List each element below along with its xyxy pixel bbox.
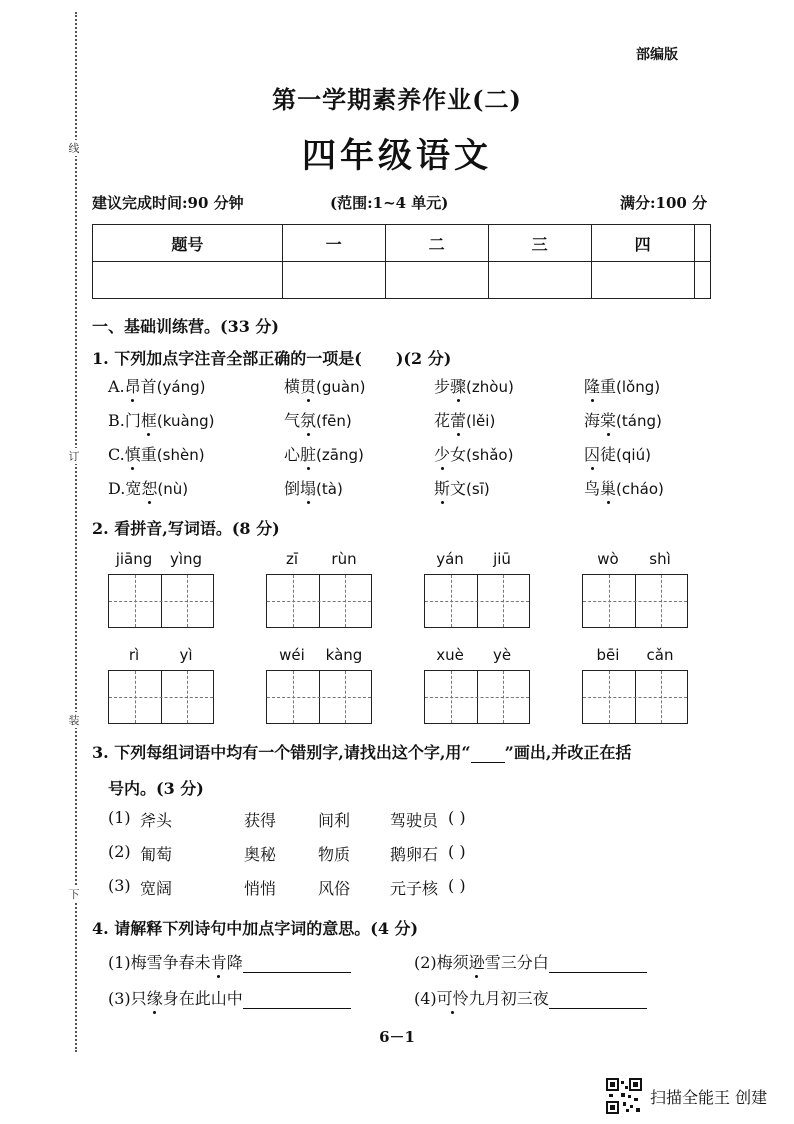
question-3-stem xyxy=(92,740,732,763)
qr-code-icon xyxy=(606,1078,642,1114)
word-post: 重 xyxy=(600,377,617,396)
option-item xyxy=(284,408,352,431)
word-pre: 横 xyxy=(284,377,301,396)
word-pre: 海 xyxy=(584,411,601,430)
row-number: (2) xyxy=(108,842,131,861)
word-pre: 心 xyxy=(284,445,301,464)
word[interactable]: 驾驶员 xyxy=(390,811,439,830)
pinyin-word-grid xyxy=(424,646,532,724)
pinyin: (nù) xyxy=(157,480,189,498)
dotted-word: 缘 xyxy=(147,986,163,1009)
question-1-stem xyxy=(92,346,451,369)
poem-line-item xyxy=(414,986,647,1009)
pinyin: (qiú) xyxy=(616,446,651,464)
option-item xyxy=(284,442,364,465)
writing-box[interactable] xyxy=(108,670,214,724)
error-word-row xyxy=(108,808,548,834)
option-row xyxy=(108,442,708,468)
pinyin: (kuàng) xyxy=(156,412,215,430)
pinyin: (tà) xyxy=(316,480,343,498)
error-word-row xyxy=(108,876,548,902)
answer-paren[interactable]: ( ) xyxy=(448,876,466,895)
word-post: 徒 xyxy=(600,445,617,464)
pinyin-word-grid xyxy=(266,550,374,628)
dotted-char: 囚 xyxy=(584,442,600,465)
underline-sample xyxy=(471,762,505,763)
option-label[interactable]: A. xyxy=(108,377,125,396)
poem-post: 雪三分白 xyxy=(484,953,549,972)
poem-post: 降 xyxy=(226,953,243,972)
answer-paren[interactable]: ( ) xyxy=(448,842,466,861)
pinyin-syllable: wò xyxy=(597,550,619,568)
item-number: (2) xyxy=(414,953,437,972)
row-number: (3) xyxy=(108,876,131,895)
dotted-char: 贯 xyxy=(300,374,316,397)
binding-char: 下 xyxy=(68,888,80,901)
option-item xyxy=(584,408,662,431)
word[interactable]: 间利 xyxy=(318,811,351,830)
score-cell[interactable] xyxy=(591,262,694,299)
score-header: 三 xyxy=(488,225,591,262)
word-post: 重 xyxy=(140,445,157,464)
option-item xyxy=(434,476,490,499)
question-4-stem: 4. 请解释下列诗句中加点字词的意思。(4 分) xyxy=(92,919,419,938)
poem-line-item xyxy=(414,950,647,973)
pinyin-syllable: xuè xyxy=(436,646,464,664)
word-post: 女 xyxy=(450,445,467,464)
pinyin-syllable: rì xyxy=(128,646,140,664)
pinyin-syllable: rùn xyxy=(331,550,357,568)
pinyin: (táng) xyxy=(616,412,662,430)
word[interactable]: 风俗 xyxy=(318,879,351,898)
pinyin-syllable: jiū xyxy=(493,550,511,568)
pinyin-syllable: shì xyxy=(649,550,671,568)
word-pre: 宽 xyxy=(125,479,142,498)
poem-pre: 只 xyxy=(130,989,147,1008)
section-title: 一、基础训练营。(33 分) xyxy=(92,317,279,336)
option-item xyxy=(108,374,205,397)
poem-post: 身在此山中 xyxy=(162,989,243,1008)
word-pre: 气 xyxy=(284,411,301,430)
pinyin-word-grid xyxy=(582,646,690,724)
item-number: (4) xyxy=(414,989,437,1008)
score-header: 二 xyxy=(385,225,488,262)
option-item xyxy=(584,442,651,465)
scanner-watermark: 扫描全能王 创建 xyxy=(650,1088,768,1107)
score-cell[interactable] xyxy=(694,262,710,299)
dotted-char: 塌 xyxy=(300,476,316,499)
dotted-word: 可怜 xyxy=(437,986,469,1009)
option-row xyxy=(108,476,708,502)
word[interactable]: 匍萄 xyxy=(140,845,173,864)
grid-guide xyxy=(267,697,371,698)
pinyin-syllable: yìng xyxy=(169,550,203,568)
word-pre: 花 xyxy=(434,411,451,430)
grid-guide xyxy=(425,601,529,602)
grid-guide xyxy=(267,601,371,602)
word[interactable]: 物质 xyxy=(318,845,351,864)
pinyin-syllable: jiāng xyxy=(115,550,153,568)
writing-box[interactable] xyxy=(108,574,214,628)
writing-box[interactable] xyxy=(424,574,530,628)
pinyin: (yáng) xyxy=(156,378,206,396)
q3-stem-b: ”画出,并改正在括 xyxy=(504,743,632,762)
pinyin-word-grid xyxy=(582,550,690,628)
option-item xyxy=(108,442,205,465)
question-3-stem-cont: 号内。(3 分) xyxy=(108,779,204,798)
pinyin-syllable: cǎn xyxy=(646,646,674,664)
row-number: (1) xyxy=(108,808,131,827)
option-item xyxy=(108,476,188,499)
edition-label: 部编版 xyxy=(636,47,678,63)
score-cell[interactable] xyxy=(282,262,385,299)
option-item xyxy=(584,476,664,499)
pinyin-syllable: wéi xyxy=(279,646,305,664)
word-pre: 步 xyxy=(434,377,451,396)
score-header: 题号 xyxy=(93,225,283,262)
error-word-row xyxy=(108,842,548,868)
range-info: (范围:1~4 单元) xyxy=(330,194,449,212)
option-item xyxy=(434,442,513,465)
option-row xyxy=(108,374,708,400)
word-pre: 倒 xyxy=(284,479,301,498)
writing-box[interactable] xyxy=(582,574,688,628)
pinyin-syllable: bēi xyxy=(596,646,620,664)
binding-char: 装 xyxy=(68,714,80,727)
pinyin-syllable: yè xyxy=(492,646,512,664)
dotted-char: 棠 xyxy=(600,408,616,431)
pinyin-word-grid xyxy=(108,646,216,724)
dotted-word: 逊 xyxy=(469,950,485,973)
word-pre: 门 xyxy=(124,411,141,430)
poem-line-item xyxy=(108,950,351,973)
score-table xyxy=(92,224,711,299)
dotted-char: 骤 xyxy=(450,374,466,397)
poem-pre: 梅须 xyxy=(436,953,469,972)
q3-stem-a: 3. 下列每组词语中均有一个错别字,请找出这个字,用“ xyxy=(92,743,471,762)
writing-box[interactable] xyxy=(266,574,372,628)
page-title: 第一学期素养作业(二) xyxy=(272,85,522,114)
binding-char: 线 xyxy=(68,142,80,155)
score-cell[interactable] xyxy=(93,262,283,299)
word-post: 文 xyxy=(450,479,467,498)
pinyin-word-grid xyxy=(108,550,216,628)
pinyin: (fēn) xyxy=(316,412,352,430)
option-item xyxy=(108,408,215,431)
dotted-char: 脏 xyxy=(300,442,316,465)
pinyin: (zhòu) xyxy=(466,378,514,396)
pinyin: (lǒng) xyxy=(616,378,661,396)
binding-char: 订 xyxy=(68,450,80,463)
poem-post: 九月初三夜 xyxy=(468,989,549,1008)
dotted-char: 巢 xyxy=(600,476,616,499)
answer-paren[interactable]: ( ) xyxy=(448,808,466,827)
grid-guide xyxy=(109,601,213,602)
poem-line-item xyxy=(108,986,351,1009)
option-item xyxy=(434,408,495,431)
score-cell[interactable] xyxy=(385,262,488,299)
dotted-char: 蕾 xyxy=(450,408,466,431)
score-header xyxy=(694,225,710,262)
writing-box[interactable] xyxy=(424,670,530,724)
grid-guide xyxy=(109,697,213,698)
subject-title: 四年级语文 xyxy=(302,136,492,176)
word[interactable]: 奥秘 xyxy=(244,845,277,864)
score-header: 四 xyxy=(591,225,694,262)
dotted-char: 隆 xyxy=(584,374,600,397)
pinyin-word-grid xyxy=(266,646,374,724)
dotted-char: 少 xyxy=(434,442,450,465)
dotted-char: 恕 xyxy=(141,476,157,499)
word[interactable]: 获得 xyxy=(244,811,277,830)
word-post: 首 xyxy=(140,377,157,396)
option-item xyxy=(284,374,365,397)
writing-box[interactable] xyxy=(582,670,688,724)
dotted-char: 氛 xyxy=(300,408,316,431)
pinyin-syllable: zī xyxy=(285,550,299,568)
pinyin: (lěi) xyxy=(466,412,496,430)
question-2-stem: 2. 看拼音,写词语。(8 分) xyxy=(92,519,280,538)
pinyin-syllable: kàng xyxy=(325,646,363,664)
answer-line[interactable] xyxy=(243,954,351,973)
dotted-char: 慎 xyxy=(125,442,141,465)
page-number: 6－1 xyxy=(379,1028,415,1046)
dotted-char: 斯 xyxy=(434,476,450,499)
time-info: 建议完成时间:90 分钟 xyxy=(92,194,244,212)
pinyin-syllable: yán xyxy=(436,550,464,568)
pinyin: (guàn) xyxy=(316,378,366,396)
option-item xyxy=(584,374,660,397)
item-number: (1) xyxy=(108,953,131,972)
pinyin: (zāng) xyxy=(316,446,364,464)
word[interactable]: 宽阔 xyxy=(140,879,173,898)
option-label[interactable]: C. xyxy=(108,445,125,464)
pinyin: (cháo) xyxy=(616,480,664,498)
score-info: 满分:100 分 xyxy=(620,194,708,212)
pinyin-word-grid xyxy=(424,550,532,628)
pinyin: (shèn) xyxy=(156,446,205,464)
word-pre: 鸟 xyxy=(584,479,601,498)
pinyin: (sī) xyxy=(466,480,490,498)
option-row xyxy=(108,408,708,434)
pinyin: (shǎo) xyxy=(466,446,514,464)
grid-guide xyxy=(425,697,529,698)
option-label[interactable]: B. xyxy=(108,411,125,430)
answer-line[interactable] xyxy=(549,990,647,1009)
option-label[interactable]: D. xyxy=(108,479,126,498)
writing-box[interactable] xyxy=(266,670,372,724)
score-header: 一 xyxy=(282,225,385,262)
grid-guide xyxy=(583,601,687,602)
answer-line[interactable] xyxy=(243,990,351,1009)
item-number: (3) xyxy=(108,989,131,1008)
q1-stem-text: 1. 下列加点字注音全部正确的一项是( xyxy=(92,349,362,368)
word[interactable]: 斧头 xyxy=(140,811,173,830)
word[interactable]: 悄悄 xyxy=(244,879,277,898)
option-item xyxy=(434,374,514,397)
word[interactable]: 鹅卵石 xyxy=(390,845,439,864)
dotted-word: 肯 xyxy=(211,950,227,973)
dotted-char: 框 xyxy=(141,408,157,431)
poem-pre: 梅雪争春未 xyxy=(130,953,211,972)
q1-stem-tail: )(2 分) xyxy=(395,349,452,368)
score-cell[interactable] xyxy=(488,262,591,299)
word[interactable]: 元子核 xyxy=(390,879,439,898)
option-item xyxy=(284,476,343,499)
dotted-char: 昂 xyxy=(125,374,141,397)
grid-guide xyxy=(583,697,687,698)
answer-line[interactable] xyxy=(549,954,647,973)
pinyin-syllable: yì xyxy=(179,646,193,664)
